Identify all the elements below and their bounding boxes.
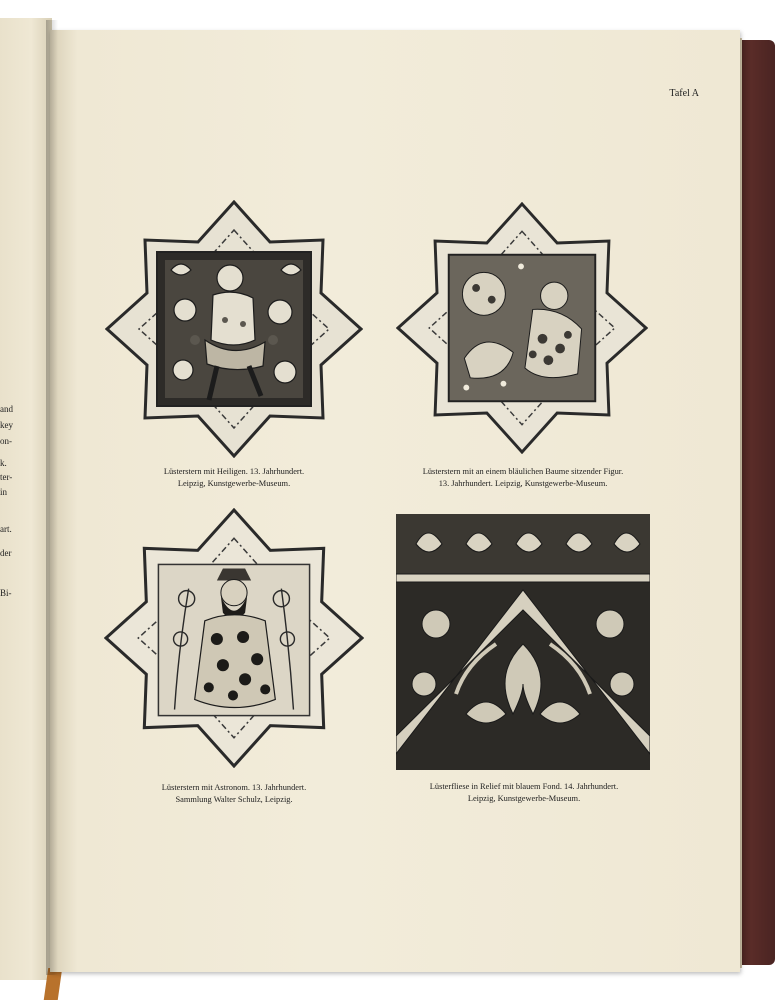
left-text-fragment: on-: [0, 436, 12, 446]
right-page: [50, 30, 740, 972]
figure-caption: [121, 466, 347, 490]
caption-line: Lüsterstern mit Astronom. 13. Jahrhundert.: [161, 783, 307, 792]
relief-tile: [396, 514, 650, 770]
left-text-fragment: k.: [0, 458, 7, 468]
star-tile-astronomer: [104, 508, 364, 768]
left-text-fragment: key: [0, 420, 13, 430]
figure-caption: [396, 781, 652, 805]
caption-line: Lüsterstern mit Heiligen. 13. Jahrhundert.: [163, 467, 305, 476]
caption-line: Sammlung Walter Schulz, Leipzig.: [175, 795, 293, 804]
caption-line: Leipzig, Kunstgewerbe-Museum.: [177, 479, 291, 488]
left-text-fragment: ter-: [0, 472, 13, 482]
left-text-fragment: in: [0, 487, 8, 497]
figure-caption: [121, 782, 347, 806]
star-tile-saint: [105, 200, 363, 458]
left-text-fragment: and: [0, 404, 13, 414]
caption-line: Lüsterfliese in Relief mit blauem Fond. 14. Jahrhundert.: [429, 782, 619, 791]
left-page: [0, 18, 52, 980]
left-text-fragment: Bi-: [0, 588, 12, 598]
caption-line: Lüsterstern mit an einem bläulichen Baume sitzender Figur.: [422, 467, 624, 476]
left-text-fragment: art.: [0, 524, 12, 534]
book-gutter: [46, 20, 58, 975]
caption-line: Leipzig, Kunstgewerbe-Museum.: [467, 794, 581, 803]
plate-label: Tafel A: [669, 88, 699, 99]
figure-caption: [398, 466, 648, 490]
left-text-fragment: der: [0, 548, 12, 558]
caption-line: 13. Jahrhundert. Leipzig, Kunstgewerbe-Museum.: [438, 479, 608, 488]
star-tile-seated-figure: [396, 202, 648, 454]
